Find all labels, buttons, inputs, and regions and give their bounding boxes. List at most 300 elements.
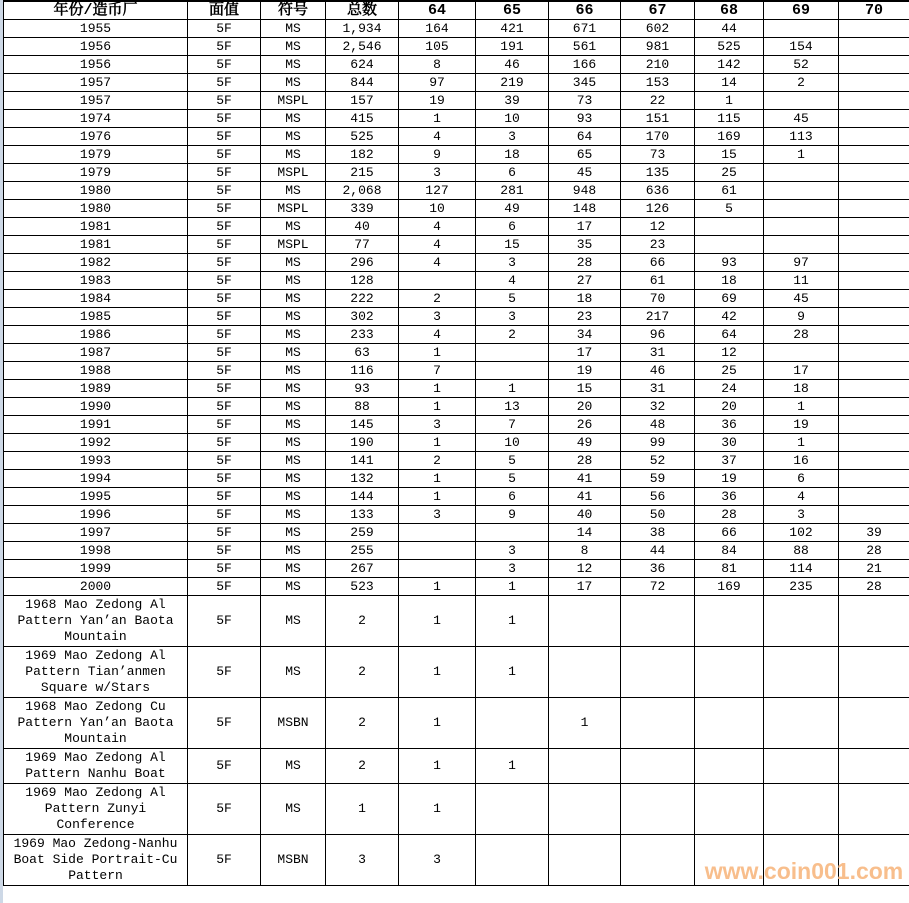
count-cell: MS: [261, 128, 326, 146]
count-cell: 255: [326, 542, 399, 560]
count-cell: 132: [326, 470, 399, 488]
count-cell: [839, 110, 909, 128]
count-cell: 64: [695, 326, 764, 344]
count-cell: MS: [261, 344, 326, 362]
count-cell: [764, 182, 839, 200]
count-cell: 19: [549, 362, 621, 380]
table-row: [4, 578, 909, 596]
count-cell: 127: [399, 182, 476, 200]
count-cell: 5F: [188, 416, 261, 434]
count-cell: 18: [476, 146, 549, 164]
count-cell: 1: [476, 647, 549, 698]
coin-population-table: [3, 0, 909, 886]
count-cell: [695, 236, 764, 254]
count-cell: [695, 218, 764, 236]
count-cell: 1: [399, 647, 476, 698]
count-cell: [764, 236, 839, 254]
count-cell: 5F: [188, 200, 261, 218]
count-cell: 50: [621, 506, 695, 524]
count-cell: 561: [549, 38, 621, 56]
count-cell: 5F: [188, 698, 261, 749]
table-row: [4, 380, 909, 398]
count-cell: 40: [326, 218, 399, 236]
count-cell: [399, 560, 476, 578]
count-cell: MS: [261, 416, 326, 434]
count-cell: 222: [326, 290, 399, 308]
table-row: [4, 182, 909, 200]
table-row: [4, 416, 909, 434]
count-cell: 525: [695, 38, 764, 56]
count-cell: [839, 20, 909, 38]
count-cell: 28: [695, 506, 764, 524]
count-cell: 141: [326, 452, 399, 470]
table-row: [4, 272, 909, 290]
count-cell: 4: [476, 272, 549, 290]
count-cell: 66: [621, 254, 695, 272]
year-mint-cell: 1969 Mao Zedong-Nanhu Boat Side Portrait-Cu Pattern: [4, 835, 188, 886]
count-cell: [839, 254, 909, 272]
count-cell: [695, 596, 764, 647]
count-cell: 36: [695, 488, 764, 506]
count-cell: 636: [621, 182, 695, 200]
count-cell: 5F: [188, 56, 261, 74]
count-cell: 5F: [188, 308, 261, 326]
count-cell: 61: [621, 272, 695, 290]
count-cell: 52: [621, 452, 695, 470]
year-mint-cell: 1981: [4, 218, 188, 236]
year-mint-cell: 1996: [4, 506, 188, 524]
count-cell: 1: [764, 146, 839, 164]
count-cell: [839, 146, 909, 164]
count-cell: 2: [326, 749, 399, 784]
count-cell: 5: [476, 452, 549, 470]
count-cell: [399, 272, 476, 290]
count-cell: 421: [476, 20, 549, 38]
count-cell: [764, 344, 839, 362]
count-cell: [476, 362, 549, 380]
count-cell: [549, 835, 621, 886]
count-cell: 153: [621, 74, 695, 92]
count-cell: 5F: [188, 362, 261, 380]
count-cell: 5F: [188, 182, 261, 200]
count-cell: 99: [621, 434, 695, 452]
count-cell: [764, 698, 839, 749]
count-cell: [621, 647, 695, 698]
count-cell: 17: [549, 344, 621, 362]
count-cell: [476, 344, 549, 362]
count-cell: 5F: [188, 254, 261, 272]
year-mint-cell: 1980: [4, 200, 188, 218]
count-cell: [839, 290, 909, 308]
count-cell: 523: [326, 578, 399, 596]
count-cell: 2,546: [326, 38, 399, 56]
count-cell: 145: [326, 416, 399, 434]
count-cell: 61: [695, 182, 764, 200]
count-cell: 671: [549, 20, 621, 38]
count-cell: [764, 749, 839, 784]
count-cell: 1: [476, 380, 549, 398]
count-cell: 157: [326, 92, 399, 110]
count-cell: 135: [621, 164, 695, 182]
count-cell: 45: [764, 290, 839, 308]
count-cell: MSBN: [261, 698, 326, 749]
count-cell: 5F: [188, 146, 261, 164]
column-header-grade-70: 70: [839, 1, 909, 20]
count-cell: [549, 749, 621, 784]
count-cell: [764, 784, 839, 835]
count-cell: 4: [399, 218, 476, 236]
table-row: [4, 434, 909, 452]
table-row: [4, 506, 909, 524]
count-cell: 20: [695, 398, 764, 416]
count-cell: 17: [549, 578, 621, 596]
count-cell: 1: [399, 578, 476, 596]
count-cell: 624: [326, 56, 399, 74]
count-cell: 3: [764, 506, 839, 524]
count-cell: 2,068: [326, 182, 399, 200]
year-mint-cell: 1980: [4, 182, 188, 200]
count-cell: 105: [399, 38, 476, 56]
count-cell: 1: [399, 749, 476, 784]
count-cell: [476, 835, 549, 886]
count-cell: 5F: [188, 542, 261, 560]
count-cell: 5F: [188, 749, 261, 784]
column-header-grade-64: 64: [399, 1, 476, 20]
year-mint-cell: 1990: [4, 398, 188, 416]
count-cell: MSPL: [261, 164, 326, 182]
count-cell: 36: [695, 416, 764, 434]
count-cell: MS: [261, 784, 326, 835]
count-cell: 41: [549, 470, 621, 488]
count-cell: MSPL: [261, 200, 326, 218]
count-cell: 15: [549, 380, 621, 398]
count-cell: 2: [476, 326, 549, 344]
count-cell: 93: [326, 380, 399, 398]
count-cell: 3: [326, 835, 399, 886]
count-cell: 97: [399, 74, 476, 92]
year-mint-cell: 1992: [4, 434, 188, 452]
count-cell: MSBN: [261, 835, 326, 886]
count-cell: 210: [621, 56, 695, 74]
count-cell: [839, 749, 909, 784]
column-header-grade-67: 67: [621, 1, 695, 20]
count-cell: [839, 784, 909, 835]
count-cell: [839, 398, 909, 416]
count-cell: 40: [549, 506, 621, 524]
count-cell: 267: [326, 560, 399, 578]
count-cell: 5F: [188, 560, 261, 578]
count-cell: 2: [326, 698, 399, 749]
count-cell: 415: [326, 110, 399, 128]
count-cell: 302: [326, 308, 399, 326]
count-cell: 5F: [188, 326, 261, 344]
table-row: [4, 254, 909, 272]
count-cell: 63: [326, 344, 399, 362]
count-cell: 4: [399, 326, 476, 344]
count-cell: 48: [621, 416, 695, 434]
count-cell: 34: [549, 326, 621, 344]
year-mint-cell: 1993: [4, 452, 188, 470]
count-cell: MS: [261, 542, 326, 560]
count-cell: 28: [549, 254, 621, 272]
count-cell: MS: [261, 470, 326, 488]
count-cell: 70: [621, 290, 695, 308]
count-cell: 73: [549, 92, 621, 110]
count-cell: 4: [764, 488, 839, 506]
count-cell: 15: [695, 146, 764, 164]
table-row: [4, 749, 909, 784]
count-cell: [839, 488, 909, 506]
count-cell: 23: [621, 236, 695, 254]
count-cell: 1: [399, 698, 476, 749]
count-cell: 12: [621, 218, 695, 236]
count-cell: 17: [764, 362, 839, 380]
count-cell: 5F: [188, 218, 261, 236]
count-cell: 69: [695, 290, 764, 308]
count-cell: 10: [476, 434, 549, 452]
year-mint-cell: 1991: [4, 416, 188, 434]
count-cell: 88: [326, 398, 399, 416]
year-mint-cell: 1987: [4, 344, 188, 362]
count-cell: [839, 416, 909, 434]
count-cell: 5F: [188, 38, 261, 56]
count-cell: 66: [695, 524, 764, 542]
column-header-face-value: 面值: [188, 1, 261, 20]
year-mint-cell: 1986: [4, 326, 188, 344]
count-cell: 7: [399, 362, 476, 380]
count-cell: MS: [261, 290, 326, 308]
count-cell: MS: [261, 254, 326, 272]
count-cell: MS: [261, 488, 326, 506]
count-cell: 49: [549, 434, 621, 452]
count-cell: MS: [261, 74, 326, 92]
count-cell: 5: [695, 200, 764, 218]
count-cell: 2: [399, 452, 476, 470]
count-cell: 170: [621, 128, 695, 146]
table-row: [4, 524, 909, 542]
count-cell: [839, 218, 909, 236]
count-cell: MS: [261, 326, 326, 344]
count-cell: MS: [261, 560, 326, 578]
year-mint-cell: 1968 Mao Zedong Cu Pattern Yan’an Baota Mountain: [4, 698, 188, 749]
year-mint-cell: 1968 Mao Zedong Al Pattern Yan’an Baota Mountain: [4, 596, 188, 647]
count-cell: 151: [621, 110, 695, 128]
count-cell: 525: [326, 128, 399, 146]
table-header: [4, 1, 909, 20]
count-cell: 114: [764, 560, 839, 578]
year-mint-cell: 1956: [4, 38, 188, 56]
count-cell: 182: [326, 146, 399, 164]
count-cell: MS: [261, 362, 326, 380]
table-row: [4, 74, 909, 92]
table-row: [4, 38, 909, 56]
count-cell: [476, 784, 549, 835]
column-header-grade-69: 69: [764, 1, 839, 20]
count-cell: 1: [399, 784, 476, 835]
count-cell: 28: [549, 452, 621, 470]
count-cell: 6: [476, 218, 549, 236]
count-cell: 46: [476, 56, 549, 74]
table-row: [4, 647, 909, 698]
count-cell: 30: [695, 434, 764, 452]
table-row: [4, 488, 909, 506]
count-cell: 2: [326, 647, 399, 698]
count-cell: 25: [695, 164, 764, 182]
count-cell: 39: [476, 92, 549, 110]
count-cell: 3: [399, 506, 476, 524]
count-cell: [839, 344, 909, 362]
count-cell: MS: [261, 647, 326, 698]
count-cell: 142: [695, 56, 764, 74]
count-cell: [695, 698, 764, 749]
count-cell: 2: [764, 74, 839, 92]
count-cell: MS: [261, 596, 326, 647]
count-cell: 26: [549, 416, 621, 434]
count-cell: 44: [621, 542, 695, 560]
count-cell: 72: [621, 578, 695, 596]
count-cell: 2: [326, 596, 399, 647]
count-cell: 5F: [188, 272, 261, 290]
count-cell: 14: [549, 524, 621, 542]
count-cell: 3: [399, 164, 476, 182]
count-cell: 169: [695, 578, 764, 596]
table-row: [4, 344, 909, 362]
count-cell: MS: [261, 506, 326, 524]
count-cell: 31: [621, 380, 695, 398]
year-mint-cell: 1969 Mao Zedong Al Pattern Nanhu Boat: [4, 749, 188, 784]
count-cell: 49: [476, 200, 549, 218]
count-cell: [764, 647, 839, 698]
count-cell: 8: [399, 56, 476, 74]
count-cell: 28: [764, 326, 839, 344]
count-cell: 3: [476, 560, 549, 578]
year-mint-cell: 1988: [4, 362, 188, 380]
table-body: [4, 20, 909, 886]
count-cell: 6: [476, 164, 549, 182]
count-cell: 217: [621, 308, 695, 326]
count-cell: 20: [549, 398, 621, 416]
count-cell: 5F: [188, 398, 261, 416]
table-row: [4, 470, 909, 488]
count-cell: 5F: [188, 92, 261, 110]
count-cell: [839, 452, 909, 470]
count-cell: 93: [695, 254, 764, 272]
count-cell: [839, 647, 909, 698]
table-row: [4, 698, 909, 749]
year-mint-cell: 1969 Mao Zedong Al Pattern Zunyi Conference: [4, 784, 188, 835]
count-cell: 1: [399, 434, 476, 452]
count-cell: 25: [695, 362, 764, 380]
count-cell: 19: [399, 92, 476, 110]
count-cell: 1,934: [326, 20, 399, 38]
count-cell: 154: [764, 38, 839, 56]
count-cell: 14: [695, 74, 764, 92]
year-mint-cell: 1995: [4, 488, 188, 506]
year-mint-cell: 1989: [4, 380, 188, 398]
count-cell: 18: [549, 290, 621, 308]
watermark: www.coin001.com: [704, 858, 904, 884]
count-cell: MSPL: [261, 236, 326, 254]
count-cell: 3: [476, 542, 549, 560]
count-cell: 235: [764, 578, 839, 596]
count-cell: [839, 470, 909, 488]
year-mint-cell: 1983: [4, 272, 188, 290]
year-mint-cell: 2000: [4, 578, 188, 596]
table-row: [4, 326, 909, 344]
table-row: [4, 20, 909, 38]
count-cell: 23: [549, 308, 621, 326]
count-cell: 9: [764, 308, 839, 326]
count-cell: [839, 698, 909, 749]
count-cell: 12: [695, 344, 764, 362]
count-cell: 97: [764, 254, 839, 272]
count-cell: [764, 92, 839, 110]
year-mint-cell: 1957: [4, 74, 188, 92]
count-cell: [399, 524, 476, 542]
count-cell: MS: [261, 146, 326, 164]
count-cell: 32: [621, 398, 695, 416]
header-row: [4, 1, 909, 20]
count-cell: 5F: [188, 452, 261, 470]
count-cell: 6: [476, 488, 549, 506]
count-cell: 28: [839, 542, 909, 560]
count-cell: 602: [621, 20, 695, 38]
count-cell: 96: [621, 326, 695, 344]
count-cell: 164: [399, 20, 476, 38]
count-cell: 5F: [188, 524, 261, 542]
count-cell: [839, 236, 909, 254]
count-cell: 1: [764, 434, 839, 452]
year-mint-cell: 1979: [4, 164, 188, 182]
count-cell: 5F: [188, 74, 261, 92]
count-cell: [621, 835, 695, 886]
count-cell: MS: [261, 20, 326, 38]
count-cell: 259: [326, 524, 399, 542]
count-cell: 3: [476, 128, 549, 146]
table-row: [4, 92, 909, 110]
count-cell: 215: [326, 164, 399, 182]
table-row: [4, 784, 909, 835]
count-cell: 219: [476, 74, 549, 92]
count-cell: 116: [326, 362, 399, 380]
count-cell: 4: [399, 236, 476, 254]
table-row: [4, 560, 909, 578]
count-cell: 88: [764, 542, 839, 560]
count-cell: 5F: [188, 784, 261, 835]
count-cell: [695, 784, 764, 835]
count-cell: 12: [549, 560, 621, 578]
count-cell: 52: [764, 56, 839, 74]
count-cell: 7: [476, 416, 549, 434]
table-row: [4, 236, 909, 254]
count-cell: MS: [261, 38, 326, 56]
count-cell: 10: [399, 200, 476, 218]
count-cell: 1: [399, 344, 476, 362]
count-cell: [621, 698, 695, 749]
count-cell: 5F: [188, 488, 261, 506]
table-row: [4, 164, 909, 182]
count-cell: 1: [326, 784, 399, 835]
count-cell: 13: [476, 398, 549, 416]
count-cell: 28: [839, 578, 909, 596]
year-mint-cell: 1955: [4, 20, 188, 38]
count-cell: 5F: [188, 110, 261, 128]
count-cell: 18: [695, 272, 764, 290]
count-cell: 21: [839, 560, 909, 578]
count-cell: 5F: [188, 434, 261, 452]
count-cell: 233: [326, 326, 399, 344]
count-cell: 39: [839, 524, 909, 542]
